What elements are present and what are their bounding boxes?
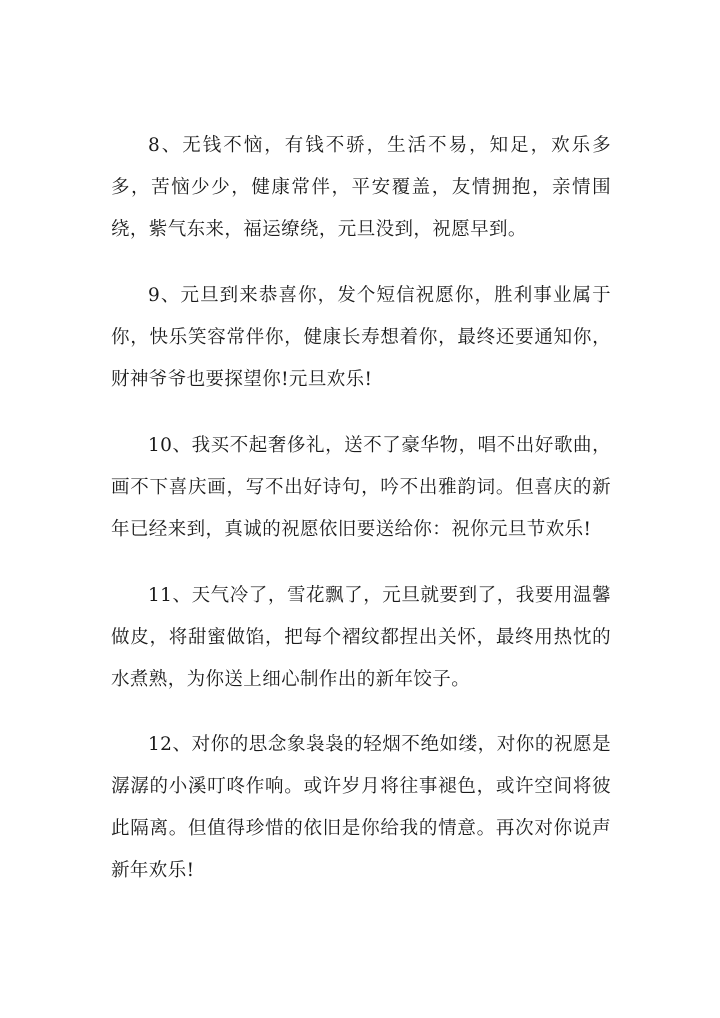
paragraph-11: 11、天气冷了，雪花飘了，元旦就要到了，我要用温馨做皮，将甜蜜做馅，把每个褶纹都捏出关怀，最终用热忱的水煮熟，为你送上细心制作出的新年饺子。 (111, 585, 611, 690)
paragraph-10: 10、我买不起奢侈礼，送不了豪华物，唱不出好歌曲，画不下喜庆画，写不出好诗句，吟不出雅韵词。但喜庆的新年已经来到，真诚的祝愿依旧要送给你：祝你元旦节欢乐! (111, 435, 611, 540)
paragraph-12: 12、对你的思念象袅袅的轻烟不绝如缕，对你的祝愿是潺潺的小溪叮咚作响。或许岁月将往事褪色，或许空间将彼此隔离。但值得珍惜的依旧是你给我的情意。再次对你说声新年欢乐! (111, 734, 611, 881)
paragraph-9: 9、元旦到来恭喜你，发个短信祝愿你，胜利事业属于你，快乐笑容常伴你，健康长寿想着你，最终还要通知你，财神爷爷也要探望你!元旦欢乐! (111, 285, 611, 390)
paragraph-8: 8、无钱不恼，有钱不骄，生活不易，知足，欢乐多多，苦恼少少，健康常伴，平安覆盖，友情拥抱，亲情围绕，紫气东来，福运缭绕，元旦没到，祝愿早到。 (111, 135, 611, 240)
